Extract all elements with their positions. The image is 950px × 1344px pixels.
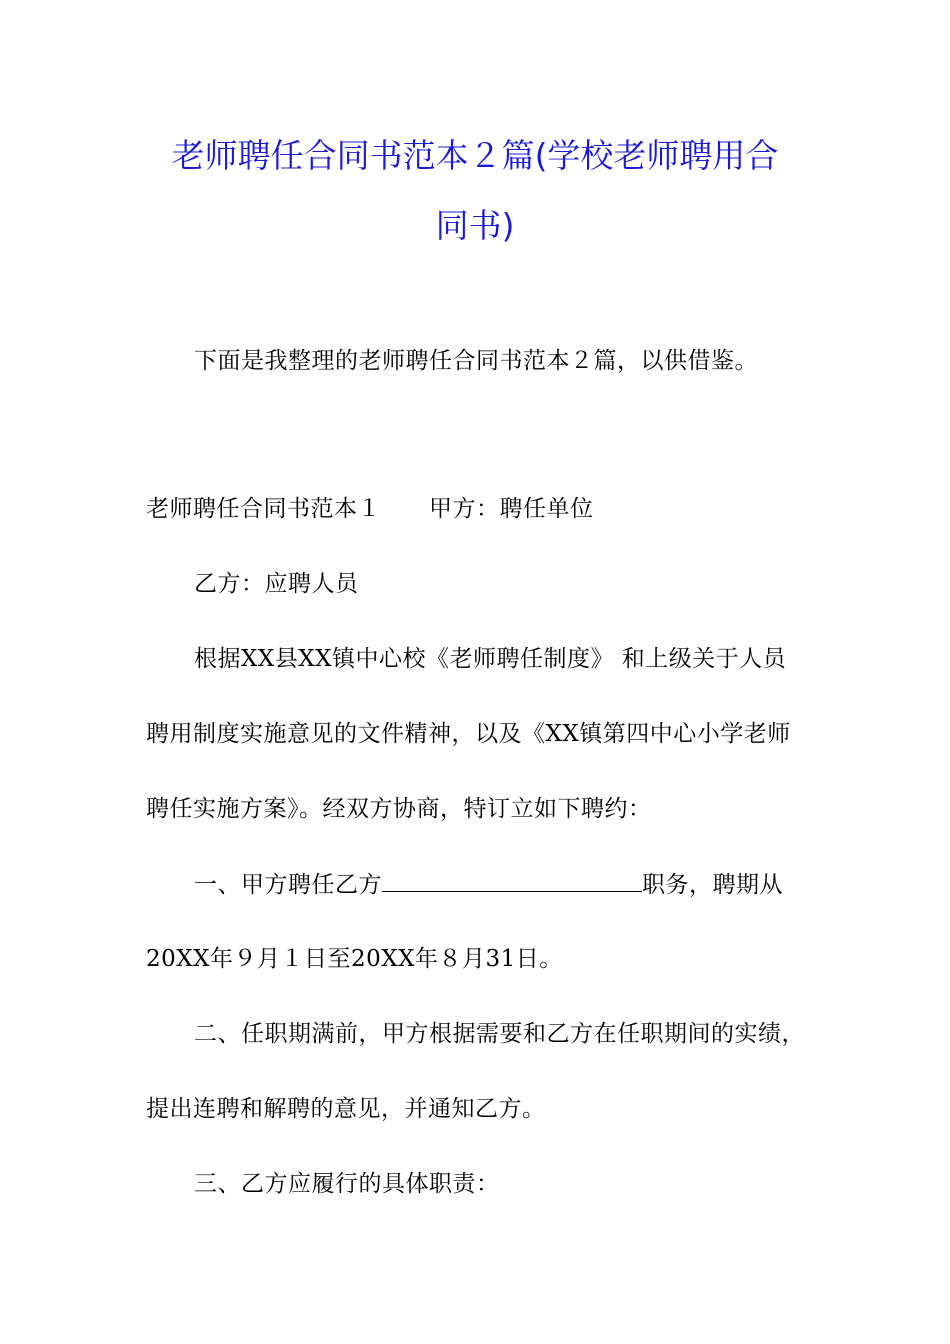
party-b-label: 乙方：应聘人员 xyxy=(194,571,359,597)
document-title-line2: 同书) xyxy=(435,206,515,245)
basis-paragraph-line1: 根据XX县XX镇中心校《老师聘任制度》 和上级关于人员 xyxy=(194,646,787,672)
document-title-line1: 老师聘任合同书范本２篇(学校老师聘用合 xyxy=(171,136,779,175)
clause1-prefix: 一、甲方聘任乙方 xyxy=(194,872,382,898)
clause1-suffix: 职务，聘期从 xyxy=(642,872,783,898)
clause2-line2: 提出连聘和解聘的意见，并通知乙方。 xyxy=(146,1096,546,1122)
position-blank-field[interactable] xyxy=(382,869,642,892)
clause3-line1: 三、乙方应履行的具体职责： xyxy=(194,1171,500,1197)
section1-heading: 老师聘任合同书范本１ xyxy=(146,496,381,522)
party-a-label: 甲方：聘任单位 xyxy=(429,496,594,522)
clause1-line2: 20XX年９月１日至20XX年８月31日。 xyxy=(146,946,563,972)
section1-heading-row xyxy=(146,494,594,524)
clause1-line1 xyxy=(194,869,783,900)
basis-paragraph-line2: 聘用制度实施意见的文件精神，以及《XX镇第四中心小学老师 xyxy=(146,721,791,747)
intro-paragraph: 下面是我整理的老师聘任合同书范本２篇，以供借鉴。 xyxy=(194,348,758,374)
basis-paragraph-line3: 聘任实施方案》。经双方协商，特订立如下聘约： xyxy=(146,796,652,822)
clause2-line1: 二、任职期满前，甲方根据需要和乙方在任职期间的实绩， xyxy=(194,1021,805,1047)
